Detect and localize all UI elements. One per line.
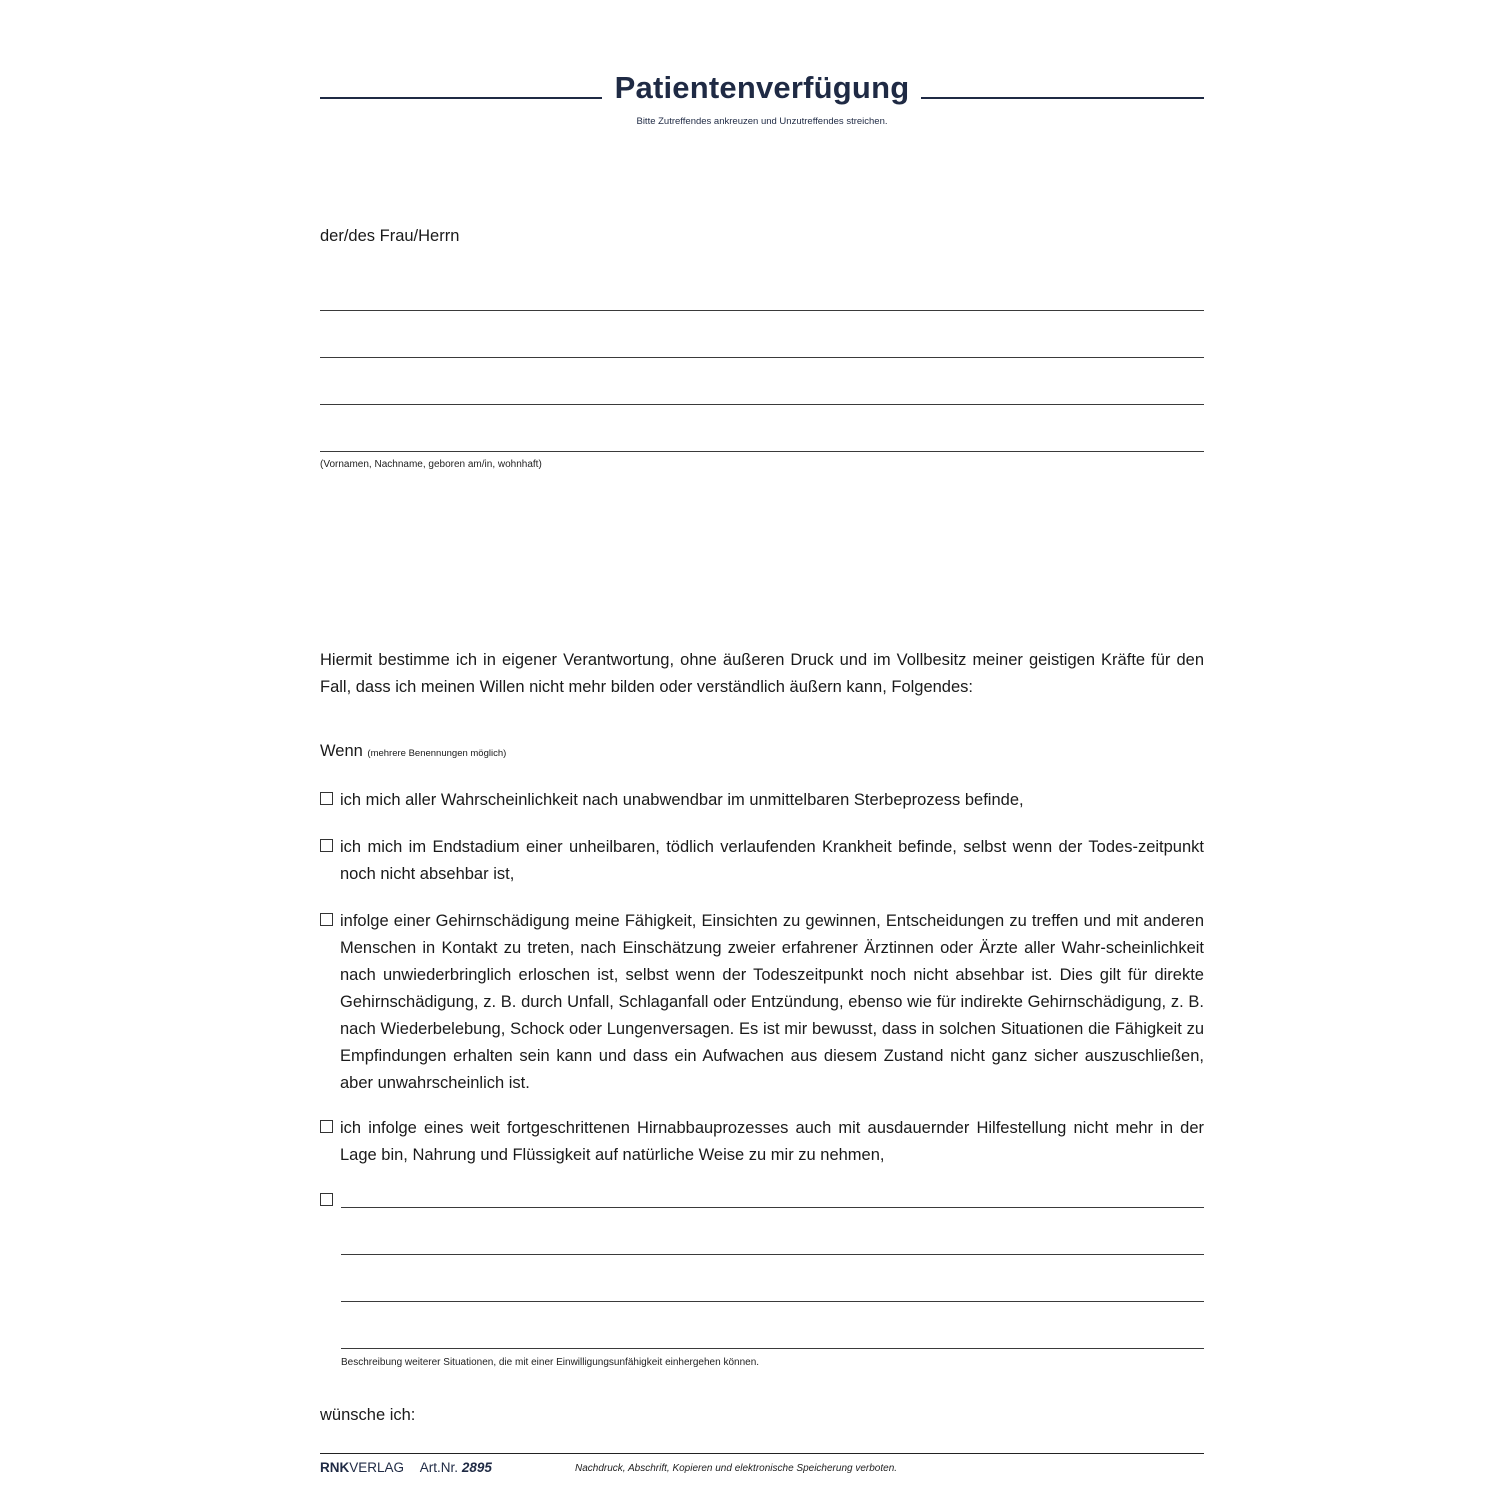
other-line-3[interactable] (341, 1301, 1204, 1302)
wish-label: wünsche ich: (320, 1406, 416, 1424)
wenn-hint: (mehrere Benennungen möglich) (367, 748, 507, 759)
condition-text-3: infolge einer Gehirnschädigung meine Fähigkeit, Einsichten zu gewinnen, Entscheidungen zu treffen und mit anderen Menschen in Kontakt zu treten, nach Einschätzung zweier erfahrener Ärztinnen oder Ärzte aller Wahr-scheinlichkeit nach unwiederbringlich erloschen ist, selbst wenn der Todeszeitpunkt noch nicht absehbar ist. Dies gilt für direkte Gehirnschädigung, z. B. durch Unfall, Schlaganfall oder Entzündung, ebenso wie für indirekte Gehirnschädigung, z. B. nach Wiederbelebung, Schock oder Lungenversagen. Es ist mir bewusst, dass in solchen Situationen die Fähigkeit zu Empfindungen erhalten sein kann und dass ein Aufwachen aus diesem Zustand nicht ganz sicher auszuschließen, aber unwahrscheinlich ist. (340, 912, 1204, 1092)
condition-checkbox-2[interactable] (320, 839, 333, 852)
form-page (320, 0, 1204, 1500)
person-line-4[interactable] (320, 451, 1204, 452)
page-subtitle: Bitte Zutreffendes ankreuzen und Unzutreffendes streichen. (636, 116, 888, 127)
condition-text-1: ich mich aller Wahrscheinlichkeit nach unabwendbar im unmittelbaren Sterbeprozess befinde, (340, 791, 1024, 809)
condition-text-2: ich mich im Endstadium einer unheilbaren, tödlich verlaufenden Krankheit befinde, selbst wenn der Todes-zeitpunkt noch nicht absehbar ist, (340, 838, 1204, 883)
condition-text-4: ich infolge eines weit fortgeschrittenen Hirnabbauprozesses auch mit ausdauernder Hilfestellung nicht mehr in der Lage bin, Nahrung und Flüssigkeit auf natürliche Weise zu mir zu nehmen, (340, 1119, 1204, 1164)
condition-checkbox-4[interactable] (320, 1120, 333, 1133)
person-note: (Vornamen, Nachname, geboren am/in, wohnhaft) (320, 459, 542, 470)
other-line-4[interactable] (341, 1348, 1204, 1349)
other-line-2[interactable] (341, 1254, 1204, 1255)
title-rule-right (921, 97, 1204, 99)
other-note: Beschreibung weiterer Situationen, die mit einer Einwilligungsunfähigkeit einhergehen können. (341, 1357, 760, 1368)
person-line-3[interactable] (320, 404, 1204, 405)
title-row (320, 70, 1204, 110)
other-line-1[interactable] (341, 1207, 1204, 1208)
copyright-notice: Nachdruck, Abschrift, Kopieren und elektronische Speicherung verboten. (575, 1463, 898, 1474)
person-label: der/des Frau/Herrn (320, 227, 460, 245)
article-label: Art.Nr. (419, 1460, 459, 1475)
condition-checkbox-3[interactable] (320, 913, 333, 926)
condition-checkbox-1[interactable] (320, 792, 333, 805)
publisher-brand-bold: RNK (320, 1460, 350, 1475)
footer (320, 1460, 1204, 1475)
wenn-label: Wenn (320, 742, 363, 760)
person-line-1[interactable] (320, 310, 1204, 311)
publisher-brand: VERLAG (349, 1460, 405, 1475)
page-title: Patientenverfügung (614, 70, 910, 105)
condition-checkbox-other[interactable] (320, 1193, 333, 1206)
intro-paragraph: Hiermit bestimme ich in eigener Verantwortung, ohne äußeren Druck und im Vollbesitz meiner geistigen Kräfte für den Fall, dass ich meinen Willen nicht mehr bilden oder verständlich äußern kann, Folgendes: (320, 651, 1204, 696)
article-number: 2895 (461, 1460, 492, 1475)
wenn-heading (320, 742, 506, 761)
person-line-2[interactable] (320, 357, 1204, 358)
footer-rule (320, 1453, 1204, 1454)
